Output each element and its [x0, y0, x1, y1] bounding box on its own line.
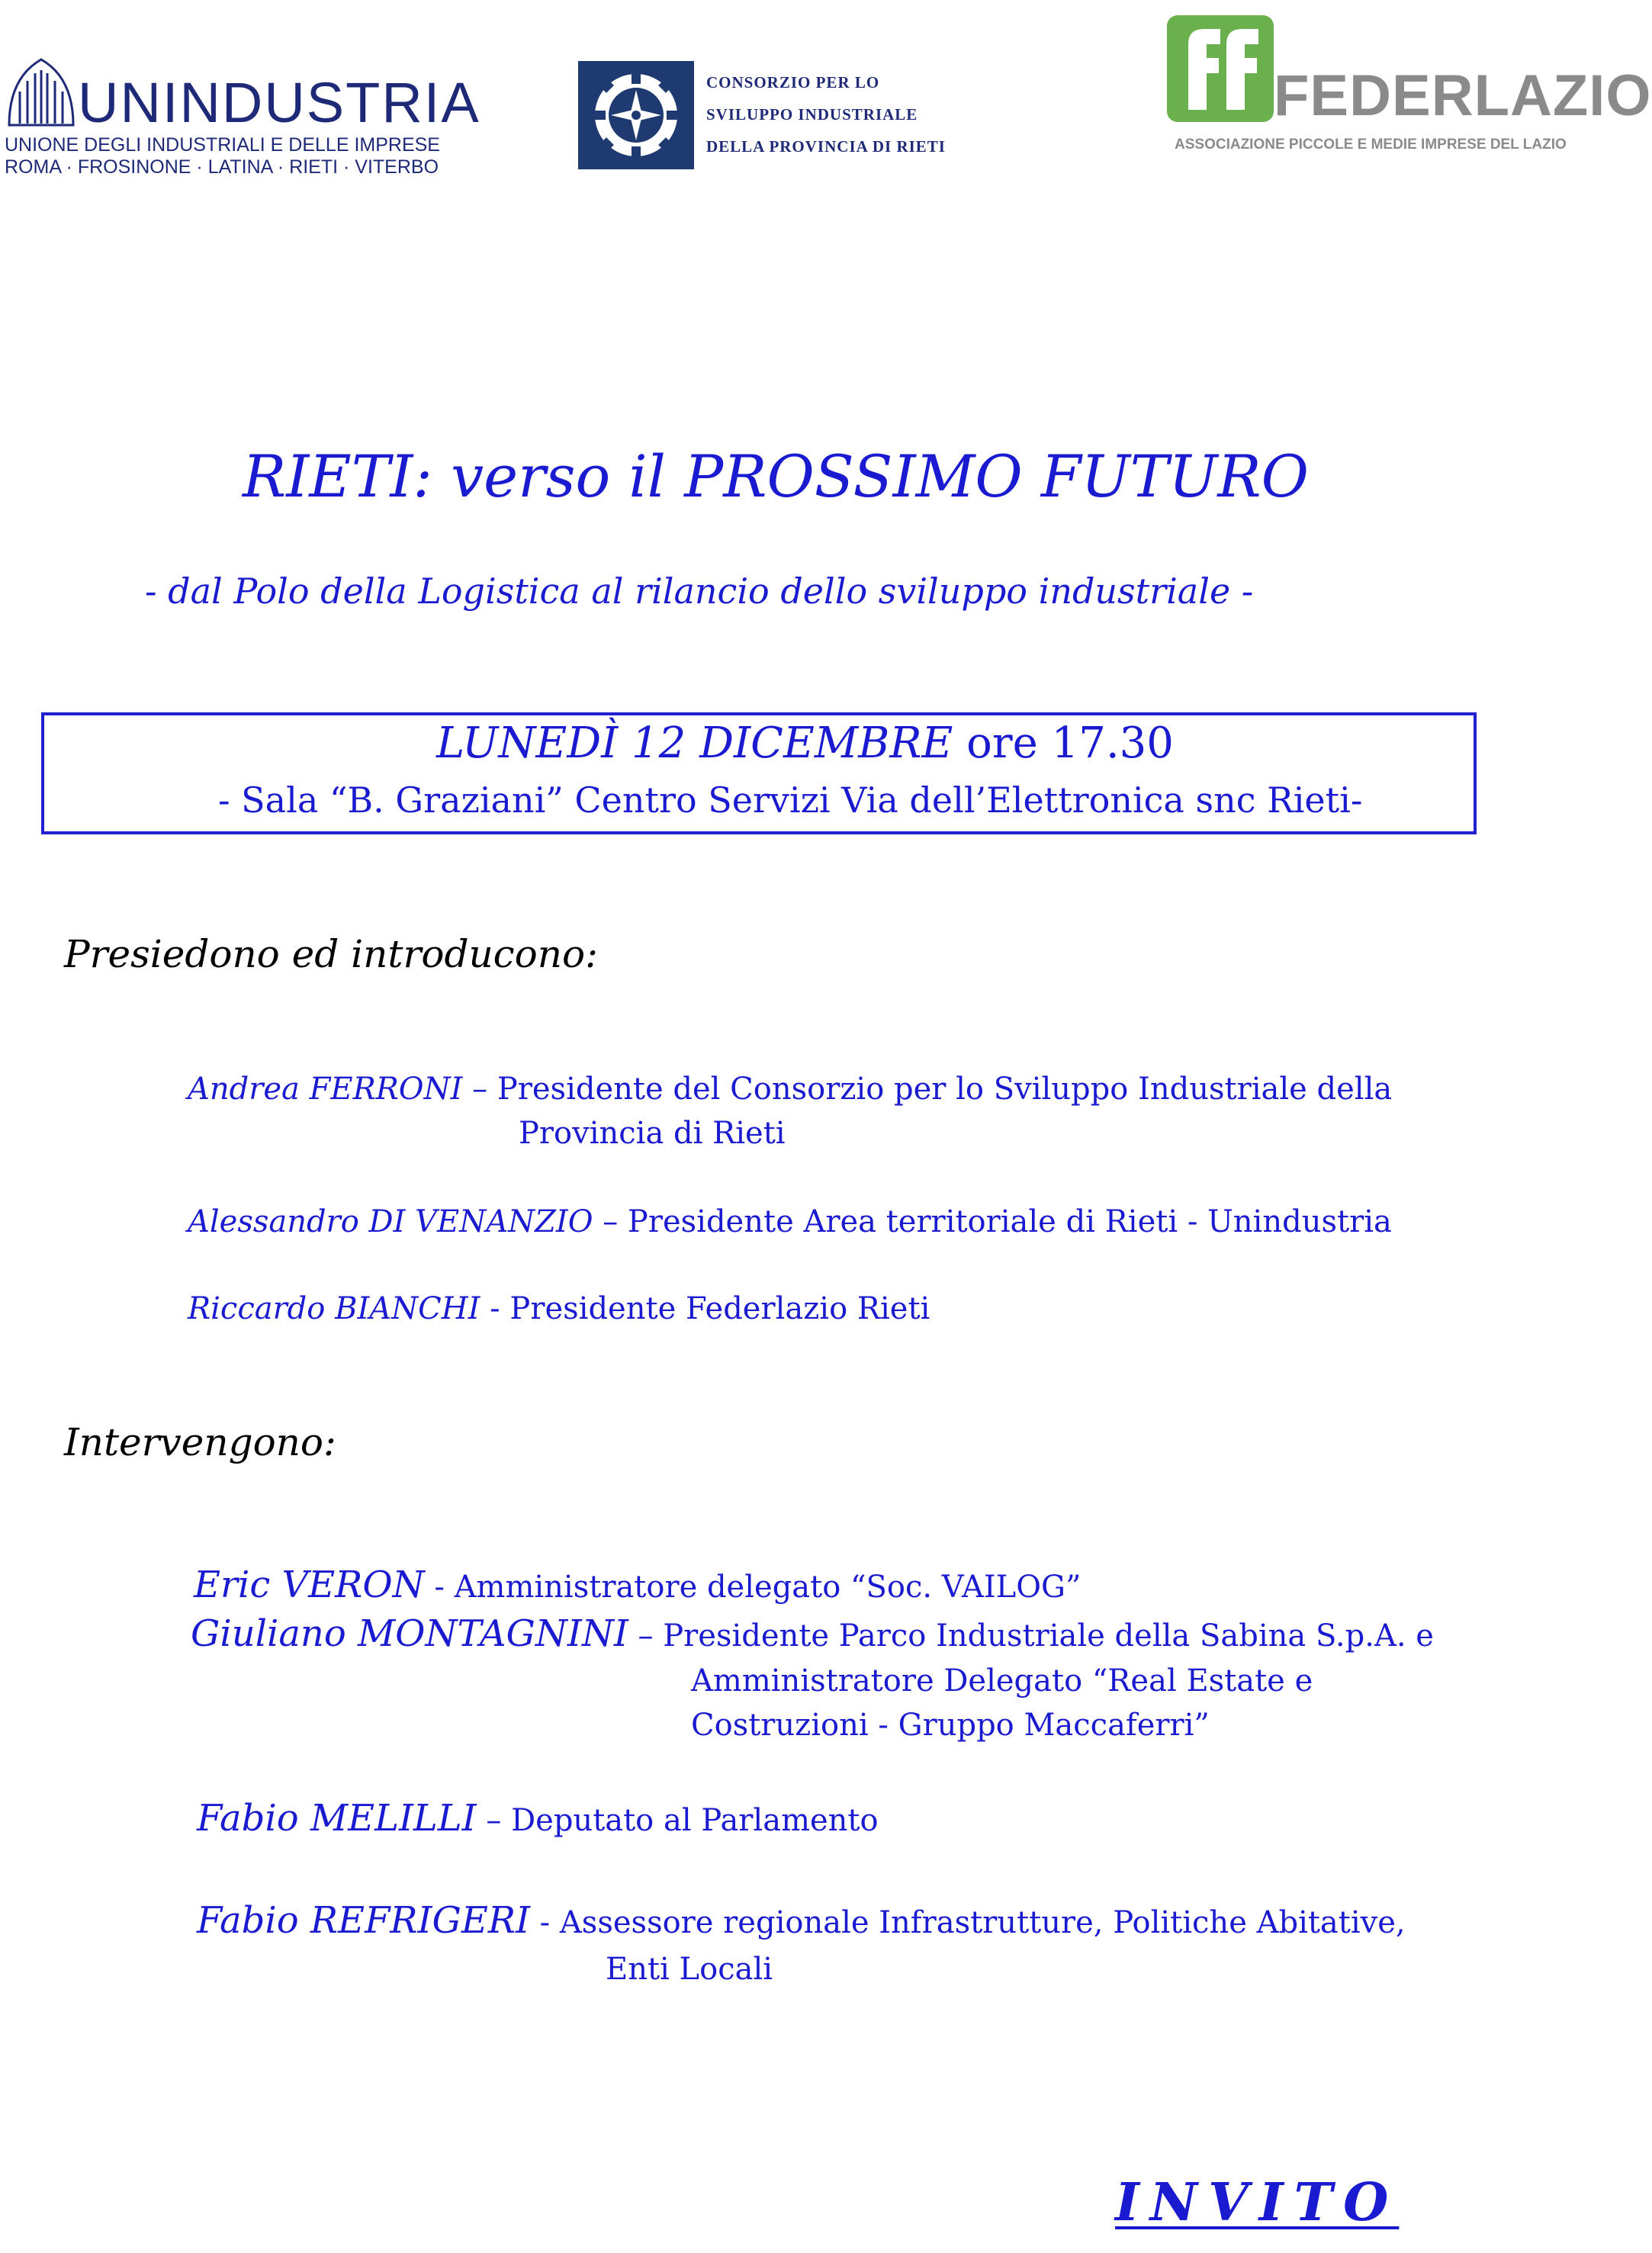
person-name: Fabio REFRIGERI — [197, 1899, 530, 1942]
separator: - — [529, 1905, 560, 1940]
invito-label: INVITO — [1115, 2172, 1400, 2233]
unindustria-name: UNINDUSTRIA — [78, 71, 480, 134]
event-time: ore 17.30 — [966, 718, 1174, 768]
federlazio-name: FEDERLAZIO — [1274, 63, 1652, 128]
person-role-continued: Costruzioni - Gruppo Maccaferri” — [691, 1708, 1210, 1743]
presidents-heading: Presiedono ed introducono: — [64, 932, 598, 976]
consorzio-line3: DELLA PROVINCIA DI RIETI — [706, 137, 946, 156]
person-name: Riccardo BIANCHI — [188, 1291, 480, 1326]
person-role: Deputato al Parlamento — [511, 1803, 879, 1838]
date-line — [436, 718, 1174, 768]
separator: - — [424, 1570, 455, 1605]
columns-emblem-icon — [5, 55, 78, 128]
date-venue-box — [41, 712, 1477, 834]
speakers-heading: Intervengono: — [64, 1420, 336, 1464]
event-date: LUNEDÌ 12 DICEMBRE — [436, 718, 953, 768]
list-item — [197, 1899, 1406, 1944]
unindustria-line2: ROMA · FROSINONE · LATINA · RIETI · VITERBO — [5, 156, 439, 178]
separator: – — [462, 1072, 497, 1107]
separator: – — [628, 1618, 664, 1654]
person-role: Presidente Area territoriale di Rieti - Unindustria — [627, 1204, 1392, 1239]
list-item — [191, 1612, 1434, 1657]
person-role-continued: Amministratore Delegato “Real Estate e — [691, 1663, 1313, 1699]
federlazio-logo — [1167, 15, 1652, 160]
person-name: Andrea FERRONI — [188, 1072, 463, 1107]
person-role: Presidente Federlazio Rieti — [509, 1291, 930, 1326]
list-item — [188, 1068, 1392, 1110]
consorzio-logo — [578, 61, 1005, 175]
list-item — [194, 1564, 1081, 1609]
person-role-continued: Enti Locali — [606, 1952, 773, 1987]
person-role: Assessore regionale Infrastrutture, Politiche Abitative, — [559, 1905, 1406, 1940]
unindustria-line1: UNIONE DEGLI INDUSTRIALI E DELLE IMPRESE — [5, 134, 440, 156]
federlazio-subtitle: ASSOCIAZIONE PICCOLE E MEDIE IMPRESE DEL LAZIO — [1175, 137, 1567, 153]
consorzio-line2: SVILUPPO INDUSTRIALE — [706, 105, 918, 124]
green-f-emblem-icon — [1167, 15, 1274, 122]
person-role: Presidente Parco Industriale della Sabina S.p.A. e — [663, 1618, 1434, 1654]
list-item — [197, 1797, 879, 1842]
event-venue: - Sala “B. Graziani” Centro Servizi Via dell’Elettronica snc Rieti- — [218, 779, 1363, 821]
person-role: Amministratore delegato “Soc. VAILOG” — [454, 1570, 1082, 1605]
compass-gear-icon — [578, 61, 694, 169]
person-role: Presidente del Consorzio per lo Sviluppo Industriale della — [497, 1072, 1393, 1107]
event-subtitle: - dal Polo della Logistica al rilancio dello sviluppo industriale - — [145, 570, 1254, 612]
consorzio-line1: CONSORZIO PER LO — [706, 73, 880, 92]
separator: – — [593, 1204, 628, 1239]
unindustria-logo — [5, 55, 480, 185]
person-role-continued: Provincia di Rieti — [519, 1116, 786, 1151]
list-item — [188, 1200, 1392, 1243]
event-title: RIETI: verso il PROSSIMO FUTURO — [243, 442, 1309, 510]
person-name: Eric VERON — [194, 1564, 425, 1606]
person-name: Fabio MELILLI — [197, 1797, 477, 1840]
list-item — [188, 1287, 930, 1330]
person-name: Giuliano MONTAGNINI — [191, 1612, 628, 1655]
person-name: Alessandro DI VENANZIO — [188, 1204, 593, 1239]
separator: – — [476, 1803, 512, 1838]
separator: - — [480, 1291, 510, 1326]
